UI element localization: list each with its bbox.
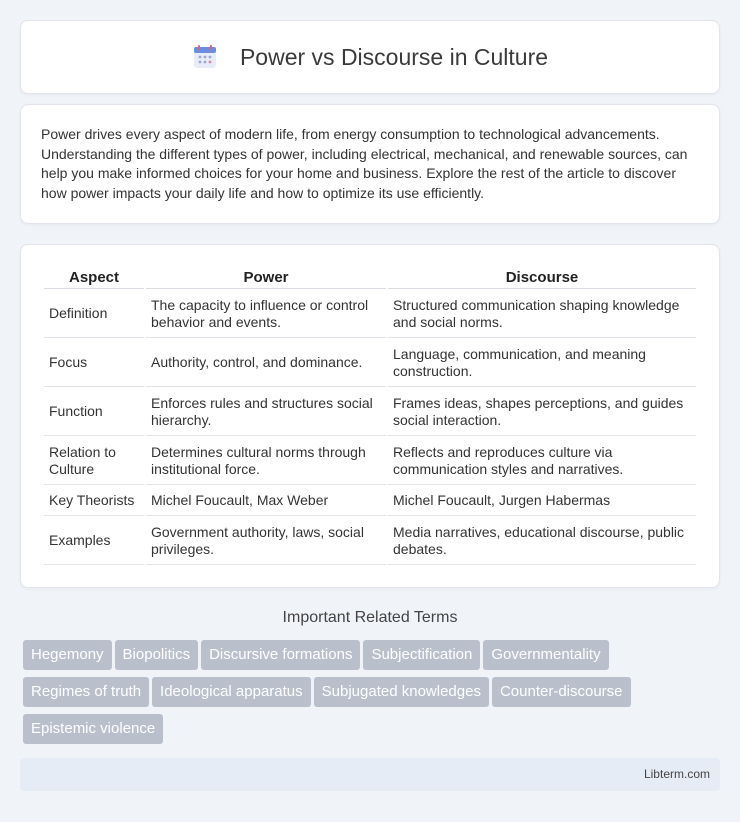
cell-power: Authority, control, and dominance.	[146, 340, 386, 387]
cell-power: Government authority, laws, social privileges.	[146, 518, 386, 565]
cell-discourse: Michel Foucault, Jurgen Habermas	[388, 487, 696, 516]
tag-counter-discourse[interactable]: Counter-discourse	[492, 677, 631, 707]
table-header-row	[44, 267, 696, 289]
cell-power: The capacity to influence or control behavior and events.	[146, 291, 386, 338]
cell-discourse: Language, communication, and meaning construction.	[388, 340, 696, 387]
cell-discourse: Frames ideas, shapes perceptions, and guides social interaction.	[388, 389, 696, 436]
cell-aspect: Key Theorists	[44, 487, 144, 516]
tag-governmentality[interactable]: Governmentality	[483, 640, 608, 670]
cell-discourse: Reflects and reproduces culture via communication styles and narratives.	[388, 438, 696, 485]
related-terms-list	[23, 640, 723, 751]
comparison-card	[20, 244, 720, 588]
table-row	[44, 389, 696, 436]
cell-aspect: Examples	[44, 518, 144, 565]
calendar-icon	[192, 44, 218, 70]
page-title: Power vs Discourse in Culture	[239, 43, 549, 70]
tag-discursive-formations[interactable]: Discursive formations	[201, 640, 360, 670]
tag-ideological-apparatus[interactable]: Ideological apparatus	[152, 677, 311, 707]
cell-aspect: Relation to Culture	[44, 438, 144, 485]
tag-biopolitics[interactable]: Biopolitics	[115, 640, 199, 670]
cell-aspect: Definition	[44, 291, 144, 338]
cell-discourse: Media narratives, educational discourse, public debates.	[388, 518, 696, 565]
table-row	[44, 487, 696, 516]
footer	[20, 758, 720, 791]
title-card	[20, 20, 720, 94]
tag-subjectification[interactable]: Subjectification	[363, 640, 480, 670]
intro-card	[20, 104, 720, 224]
footer-site-link[interactable]: Libterm.com	[643, 767, 710, 781]
cell-aspect: Function	[44, 389, 144, 436]
cell-aspect: Focus	[44, 340, 144, 387]
tag-hegemony[interactable]: Hegemony	[23, 640, 112, 670]
table-row	[44, 518, 696, 565]
comparison-table	[42, 265, 698, 567]
cell-power: Enforces rules and structures social hierarchy.	[146, 389, 386, 436]
table-row	[44, 438, 696, 485]
table-row	[44, 291, 696, 338]
cell-power: Michel Foucault, Max Weber	[146, 487, 386, 516]
related-terms-title: Important Related Terms	[282, 609, 458, 626]
tag-subjugated-knowledges[interactable]: Subjugated knowledges	[314, 677, 489, 707]
tag-regimes-of-truth[interactable]: Regimes of truth	[23, 677, 149, 707]
cell-discourse: Structured communication shaping knowledge and social norms.	[388, 291, 696, 338]
table-row	[44, 340, 696, 387]
intro-paragraph: Power drives every aspect of modern life, from energy consumption to technological advancements. Understanding the different types of power, including electrical, mechanical, and renewable sources, can help you make informed choices for your home and business. Explore the rest of the article to discover how power impacts your daily life and how to optimize its use efficiently.	[41, 126, 688, 201]
cell-power: Determines cultural norms through institutional force.	[146, 438, 386, 485]
header-aspect: Aspect	[44, 267, 144, 289]
header-discourse: Discourse	[388, 267, 696, 289]
header-power: Power	[146, 267, 386, 289]
tag-epistemic-violence[interactable]: Epistemic violence	[23, 714, 163, 744]
